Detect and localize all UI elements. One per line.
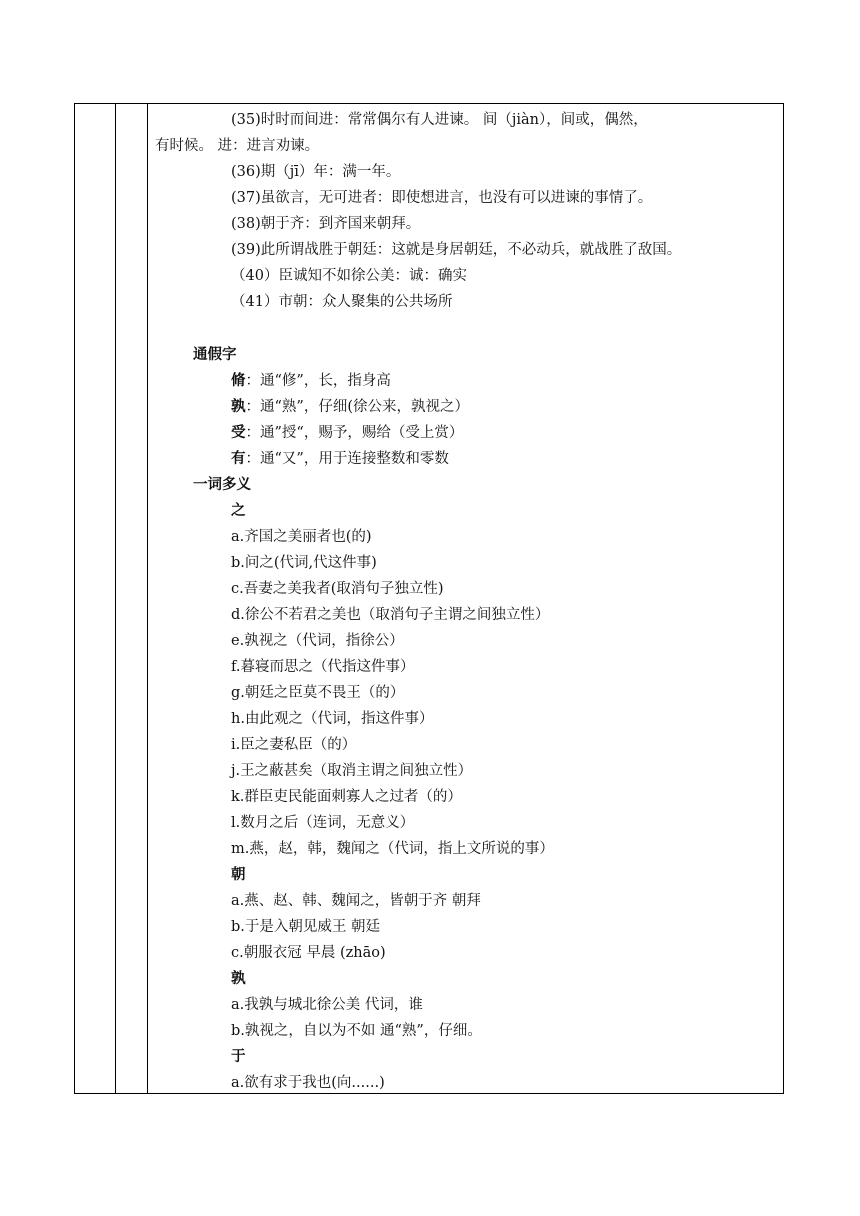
chao-item: c.朝服衣冠 早晨 (zhāo)	[231, 945, 386, 961]
note-line: (35)时时而间进：常常偶尔有人进谏。 间（jiàn），间或，偶然，	[231, 112, 648, 128]
section-heading-yiciduoyi: 一词多义	[193, 477, 251, 493]
yu-item: a.欲有求于我也(向......)	[231, 1075, 385, 1091]
tongjiazi-item: 受：通”授“，赐予，赐给（受上赏）	[231, 425, 464, 441]
zhi-item: e.孰视之（代词，指徐公）	[231, 633, 404, 649]
zhi-item: g.朝廷之臣莫不畏王（的）	[231, 685, 405, 701]
column-divider-2	[147, 104, 148, 1093]
tongjiazi-item: 有：通“又”，用于连接整数和零数	[231, 451, 449, 467]
tongjiazi-item: 孰：通“熟”，仔细(徐公来，孰视之）	[231, 399, 469, 415]
shu-item: a.我孰与城北徐公美 代词，谁	[231, 997, 423, 1013]
zhi-item: b.问之(代词,代这件事)	[231, 555, 377, 571]
zhi-item: k.群臣吏民能面刺寡人之过者（的）	[231, 789, 462, 805]
zhi-item: i.臣之妻私臣（的）	[231, 737, 357, 753]
chao-item: a.燕、赵、韩、魏闻之，皆朝于齐 朝拜	[231, 893, 481, 909]
chao-item: b.于是入朝见威王 朝廷	[231, 919, 380, 935]
zhi-item: h.由此观之（代词，指这件事）	[231, 711, 434, 727]
note-line: 有时候。 进：进言劝谏。	[155, 138, 320, 154]
zhi-item: d.徐公不若君之美也（取消句子主谓之间独立性）	[231, 607, 550, 623]
note-line: (36)期（jī）年：满一年。	[231, 164, 401, 180]
document-table	[74, 103, 784, 1094]
note-line: (39)此所谓战胜于朝廷：这就是身居朝廷，不必动兵，就战胜了敌国。	[231, 242, 682, 258]
shu-item: b.孰视之，自以为不如 通“熟”，仔细。	[231, 1023, 482, 1039]
note-line: （41）市朝：众人聚集的公共场所	[231, 294, 453, 310]
note-line: (37)虽欲言，无可进者：即使想进言，也没有可以进谏的事情了。	[231, 190, 653, 206]
zhi-item: c.吾妻之美我者(取消句子独立性)	[231, 581, 444, 597]
zhi-item: l.数月之后（连词，无意义）	[231, 815, 415, 831]
content-cell	[149, 104, 783, 1093]
note-line: (38)朝于齐：到齐国来朝拜。	[231, 216, 421, 232]
tongjiazi-item: 脩：通“修”，长，指身高	[231, 373, 391, 389]
word-heading-chao: 朝	[231, 867, 246, 883]
word-heading-yu: 于	[231, 1049, 246, 1065]
zhi-item: a.齐国之美丽者也(的)	[231, 529, 372, 545]
note-line: （40）臣诚知不如徐公美：诚：确实	[231, 268, 467, 284]
section-heading-tongjiazi: 通假字	[193, 347, 237, 363]
zhi-item: j.王之蔽甚矣（取消主谓之间独立性）	[231, 763, 473, 779]
zhi-item: m.燕，赵，韩，魏闻之（代词，指上文所说的事）	[231, 841, 554, 857]
word-heading-zhi: 之	[231, 503, 246, 519]
column-divider-1	[115, 104, 116, 1093]
zhi-item: f.暮寝而思之（代指这件事）	[231, 659, 415, 675]
word-heading-shu: 孰	[231, 971, 246, 987]
